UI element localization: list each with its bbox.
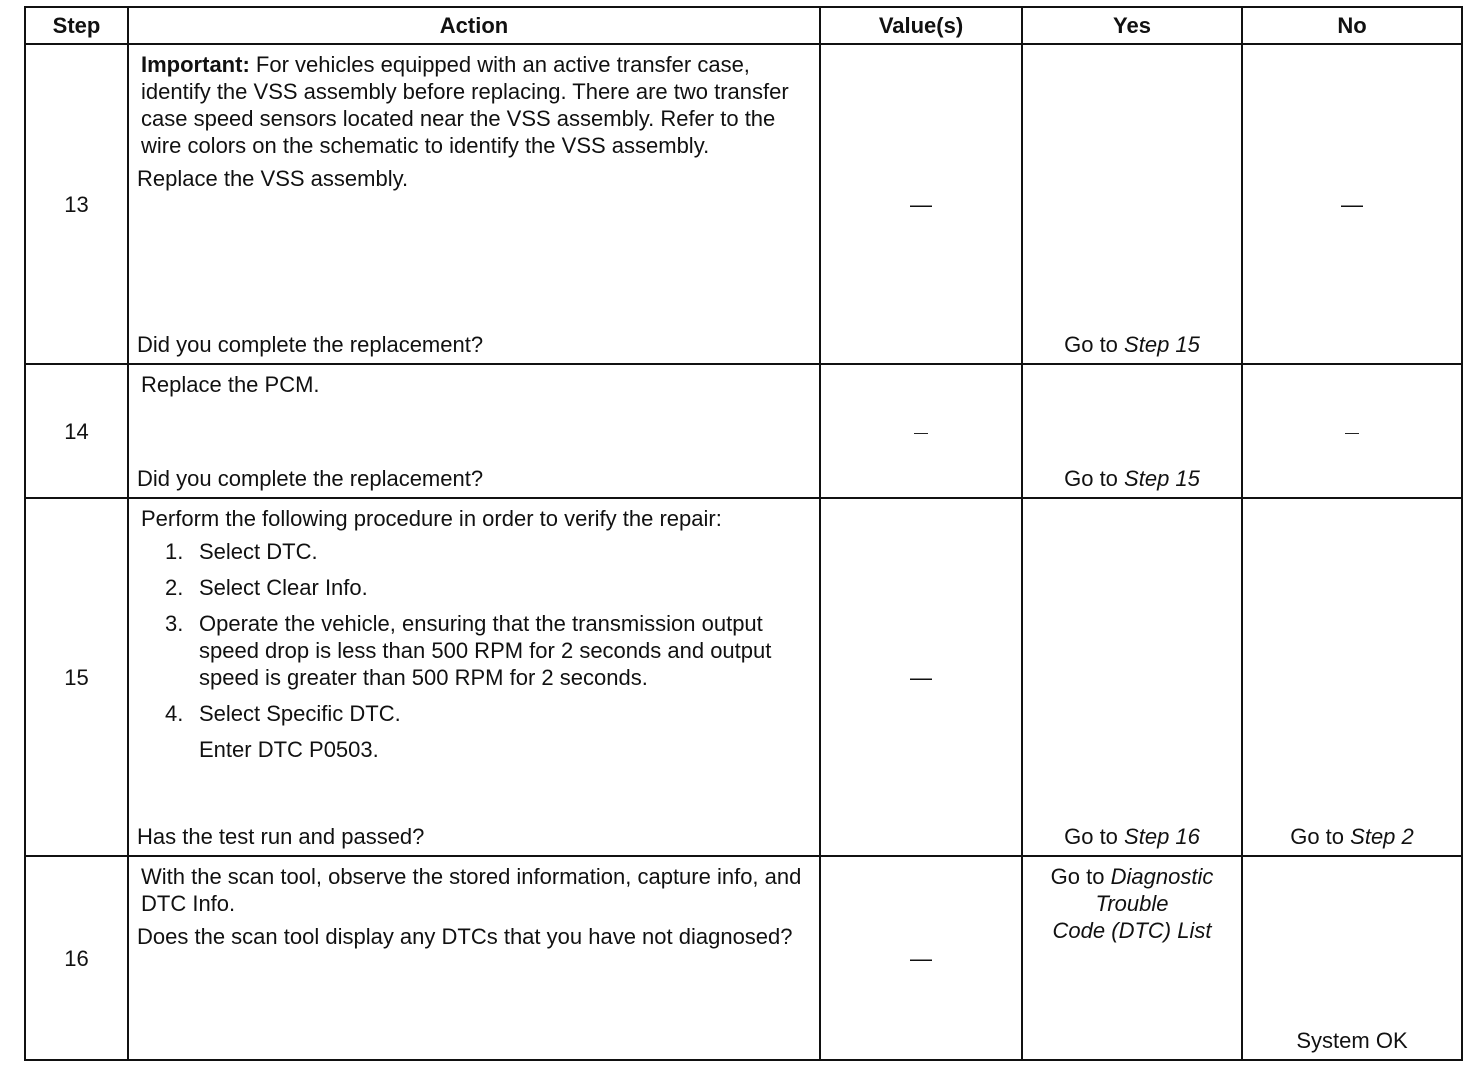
procedure-step [165, 538, 807, 565]
procedure-step-text: Select Clear Info. [199, 575, 368, 600]
procedure-step-text: Select Specific DTC. [199, 701, 401, 726]
header-values: Value(s) [820, 7, 1022, 44]
no-dash: — [1341, 191, 1363, 217]
important-text: For vehicles equipped with an active transfer case, identify the VSS assembly before replacing. There are two transfer case speed sensors located near the VSS assembly. Refer to the wire colors on the schematic to identify the VSS assembly. [141, 52, 789, 158]
procedure-step [165, 610, 807, 691]
value-dash: — [910, 664, 932, 690]
step-number: 15 [25, 498, 128, 856]
no-cell [1242, 44, 1462, 364]
action-cell [128, 364, 820, 498]
procedure-step-number: 3. [165, 611, 184, 636]
procedure-sub-note: Enter DTC P0503. [199, 737, 379, 762]
diagnostic-table [24, 6, 1463, 1061]
header-action: Action [128, 7, 820, 44]
no-step-link[interactable]: Step 2 [1350, 824, 1414, 849]
important-note [141, 51, 807, 159]
no-cell [1242, 364, 1462, 498]
value-cell [820, 364, 1022, 498]
procedure-step [165, 700, 807, 727]
action-question: Does the scan tool display any DTCs that you have not diagnosed? [137, 924, 793, 949]
procedure-step-number: 4. [165, 701, 184, 726]
yes-prefix: Go to [1064, 466, 1118, 491]
yes-cell [1022, 498, 1242, 856]
yes-ref-line1: Diagnostic [1110, 864, 1214, 889]
yes-step-link[interactable]: Step 16 [1124, 824, 1200, 849]
yes-step-link[interactable]: Step 15 [1124, 332, 1200, 357]
no-prefix: Go to [1290, 824, 1345, 849]
procedure-intro: Perform the following procedure in order to verify the repair: [141, 506, 722, 531]
header-no: No [1242, 7, 1462, 44]
yes-ref-line2: Trouble [1095, 891, 1169, 916]
yes-ref-line3: Code (DTC) List [1052, 918, 1212, 943]
yes-link-block[interactable] [1023, 863, 1241, 944]
diagnostic-table-sheet [24, 6, 1461, 1059]
action-text: Replace the PCM. [141, 372, 320, 397]
yes-cell [1022, 856, 1242, 1060]
header-step: Step [25, 7, 128, 44]
action-text: Replace the VSS assembly. [137, 166, 409, 191]
table-row-step-14 [25, 364, 1462, 498]
value-cell [820, 856, 1022, 1060]
yes-cell [1022, 44, 1242, 364]
no-cell [1242, 856, 1462, 1060]
value-dash: — [914, 424, 928, 440]
table-row-step-13 [25, 44, 1462, 364]
table-row-step-16 [25, 856, 1462, 1060]
value-dash: — [910, 945, 932, 971]
value-cell [820, 44, 1022, 364]
step-number: 16 [25, 856, 128, 1060]
procedure-step-text: Operate the vehicle, ensuring that the transmission output speed drop is less than 500 RPM for 2 seconds and output speed is greater than 500 RPM for 2 seconds. [199, 611, 772, 690]
action-question: Has the test run and passed? [137, 824, 425, 849]
procedure-list [141, 538, 807, 727]
yes-cell [1022, 364, 1242, 498]
step-number: 13 [25, 44, 128, 364]
header-yes: Yes [1022, 7, 1242, 44]
important-label: Important: [141, 52, 250, 77]
action-question: Did you complete the replacement? [137, 332, 484, 357]
no-result: System OK [1296, 1028, 1408, 1053]
action-cell [128, 856, 820, 1060]
table-header-row [25, 7, 1462, 44]
yes-prefix: Go to [1064, 824, 1118, 849]
action-question: Did you complete the replacement? [137, 466, 484, 491]
procedure-step-number: 2. [165, 575, 184, 600]
value-dash: — [910, 191, 932, 217]
no-dash: — [1345, 424, 1359, 440]
procedure-step-number: 1. [165, 539, 184, 564]
value-cell [820, 498, 1022, 856]
yes-prefix: Go to [1050, 864, 1105, 889]
action-text: With the scan tool, observe the stored information, capture info, and DTC Info. [141, 864, 802, 916]
no-cell [1242, 498, 1462, 856]
yes-step-link[interactable]: Step 15 [1124, 466, 1200, 491]
procedure-step [165, 574, 807, 601]
procedure-step-text: Select DTC. [199, 539, 318, 564]
action-cell [128, 498, 820, 856]
table-row-step-15 [25, 498, 1462, 856]
step-number: 14 [25, 364, 128, 498]
action-cell [128, 44, 820, 364]
yes-prefix: Go to [1064, 332, 1118, 357]
